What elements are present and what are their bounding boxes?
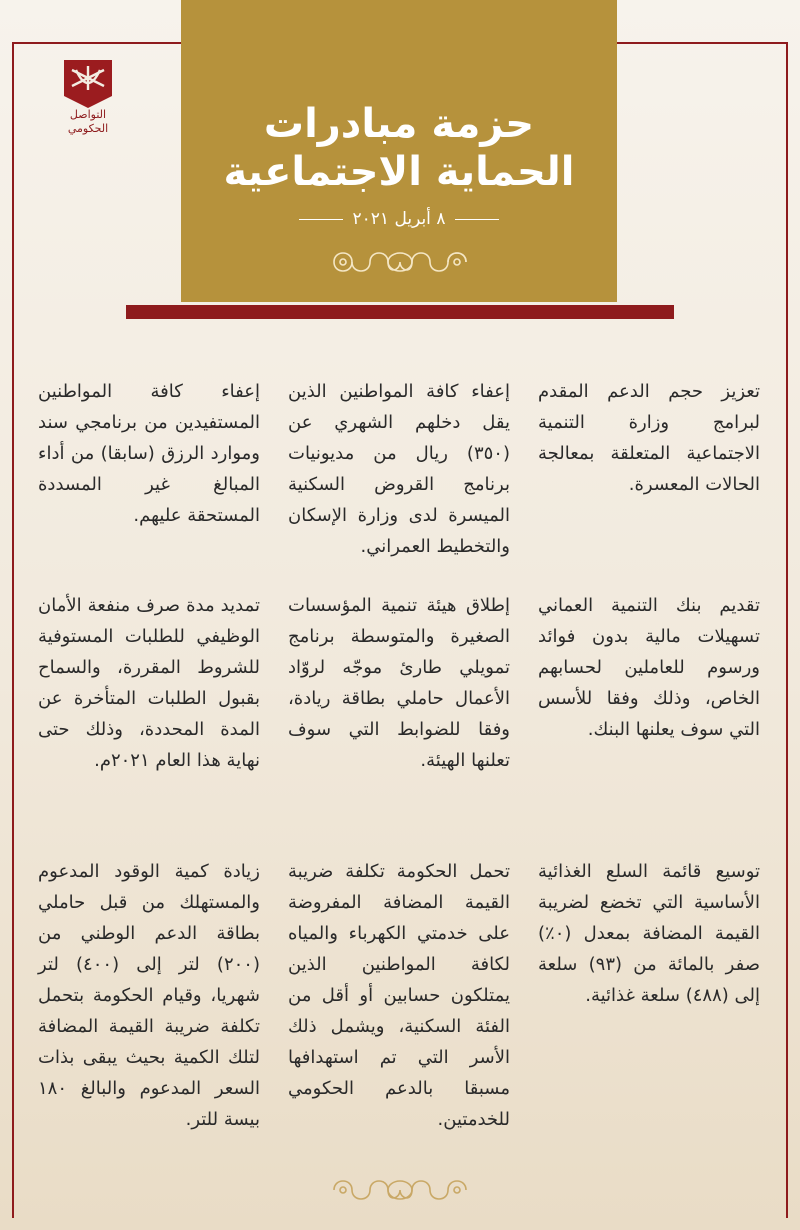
page-title: حزمة مبادرات <box>263 101 535 147</box>
initiative-item: زيادة كمية الوقود المدعوم والمستهلك من قبل حاملي بطاقة الدعم الوطني من (٢٠٠) لتر إلى (٤٠٠) لتر شهريا، وقيام الحكومة بتحمل تكلفة ضريبة القيمة المضافة لتلك الكمية بحيث يبقى بذات السعر المدعوم والبالغ ١٨٠ بيسة للتر. <box>38 861 261 1130</box>
initiative-item: تمديد مدة صرف منفعة الأمان الوظيفي للطلبات المستوفية للشروط المقررة، والسماح بقبول الطلبات المتأخرة عن المدة المحددة، وذلك حتى نهاية هذا العام ٢٠٢١م. <box>38 595 260 771</box>
header-underline <box>126 305 674 319</box>
oman-emblem-icon <box>58 56 118 108</box>
divider <box>299 219 343 220</box>
initiative-item: إعفاء كافة المواطنين المستفيدين من برنامجي سند وموارد الرزق (سابقا) من أداء المبالغ غير المسددة المستحقة عليهم. <box>38 381 260 526</box>
logo-line2: الحكومي <box>67 122 109 135</box>
initiative-item: إعفاء كافة المواطنين الذين يقل دخلهم الشهري عن (٣٥٠) ريال من مديونيات برنامج القروض السكنية الميسرة لدى وزارة الإسكان والتخطيط العمراني. <box>288 381 510 557</box>
initiative-item: تحمل الحكومة تكلفة ضريبة القيمة المضافة المفروضة على خدمتي الكهرباء والمياه لكافة المواطنين الذين يمتلكون حسابين أو أقل من الفئة السكنية، ويشمل ذلك الأسر التي تم استهدافها مسبقا بالدعم الحكومي للخدمتين. <box>288 861 510 1130</box>
initiative-item: إطلاق هيئة تنمية المؤسسات الصغيرة والمتوسطة برنامج تمويلي طارئ موجّه لروّاد الأعمال حاملي بطاقة ريادة، وفقا للضوابط التي سوف تعلنها الهيئة. <box>288 595 510 771</box>
date-row <box>181 208 617 230</box>
initiative-item: تعزيز حجم الدعم المقدم لبرامج وزارة التنمية الاجتماعية المتعلقة بمعالجة الحالات المعسرة. <box>538 381 760 495</box>
initiative-item: تقديم بنك التنمية العماني تسهيلات مالية بدون فوائد ورسوم للعاملين لحسابهم الخاص، وذلك وفقا للأسس التي سوف يعلنها البنك. <box>538 595 760 740</box>
divider <box>455 219 499 220</box>
logo-line1: التواصل <box>69 108 107 121</box>
date-label: ٨ أبريل ٢٠٢١ <box>352 209 446 229</box>
ornament-icon <box>330 1172 470 1208</box>
ornament-icon <box>330 244 470 280</box>
logo-text <box>48 108 128 136</box>
page-subtitle: الحماية الاجتماعية <box>223 149 575 195</box>
initiative-item: توسيع قائمة السلع الغذائية الأساسية التي تخضع لضريبة القيمة المضافة بمعدل (٠٪) صفر بالمائة من (٩٣) سلعة إلى (٤٨٨) سلعة غذائية. <box>538 861 760 1006</box>
